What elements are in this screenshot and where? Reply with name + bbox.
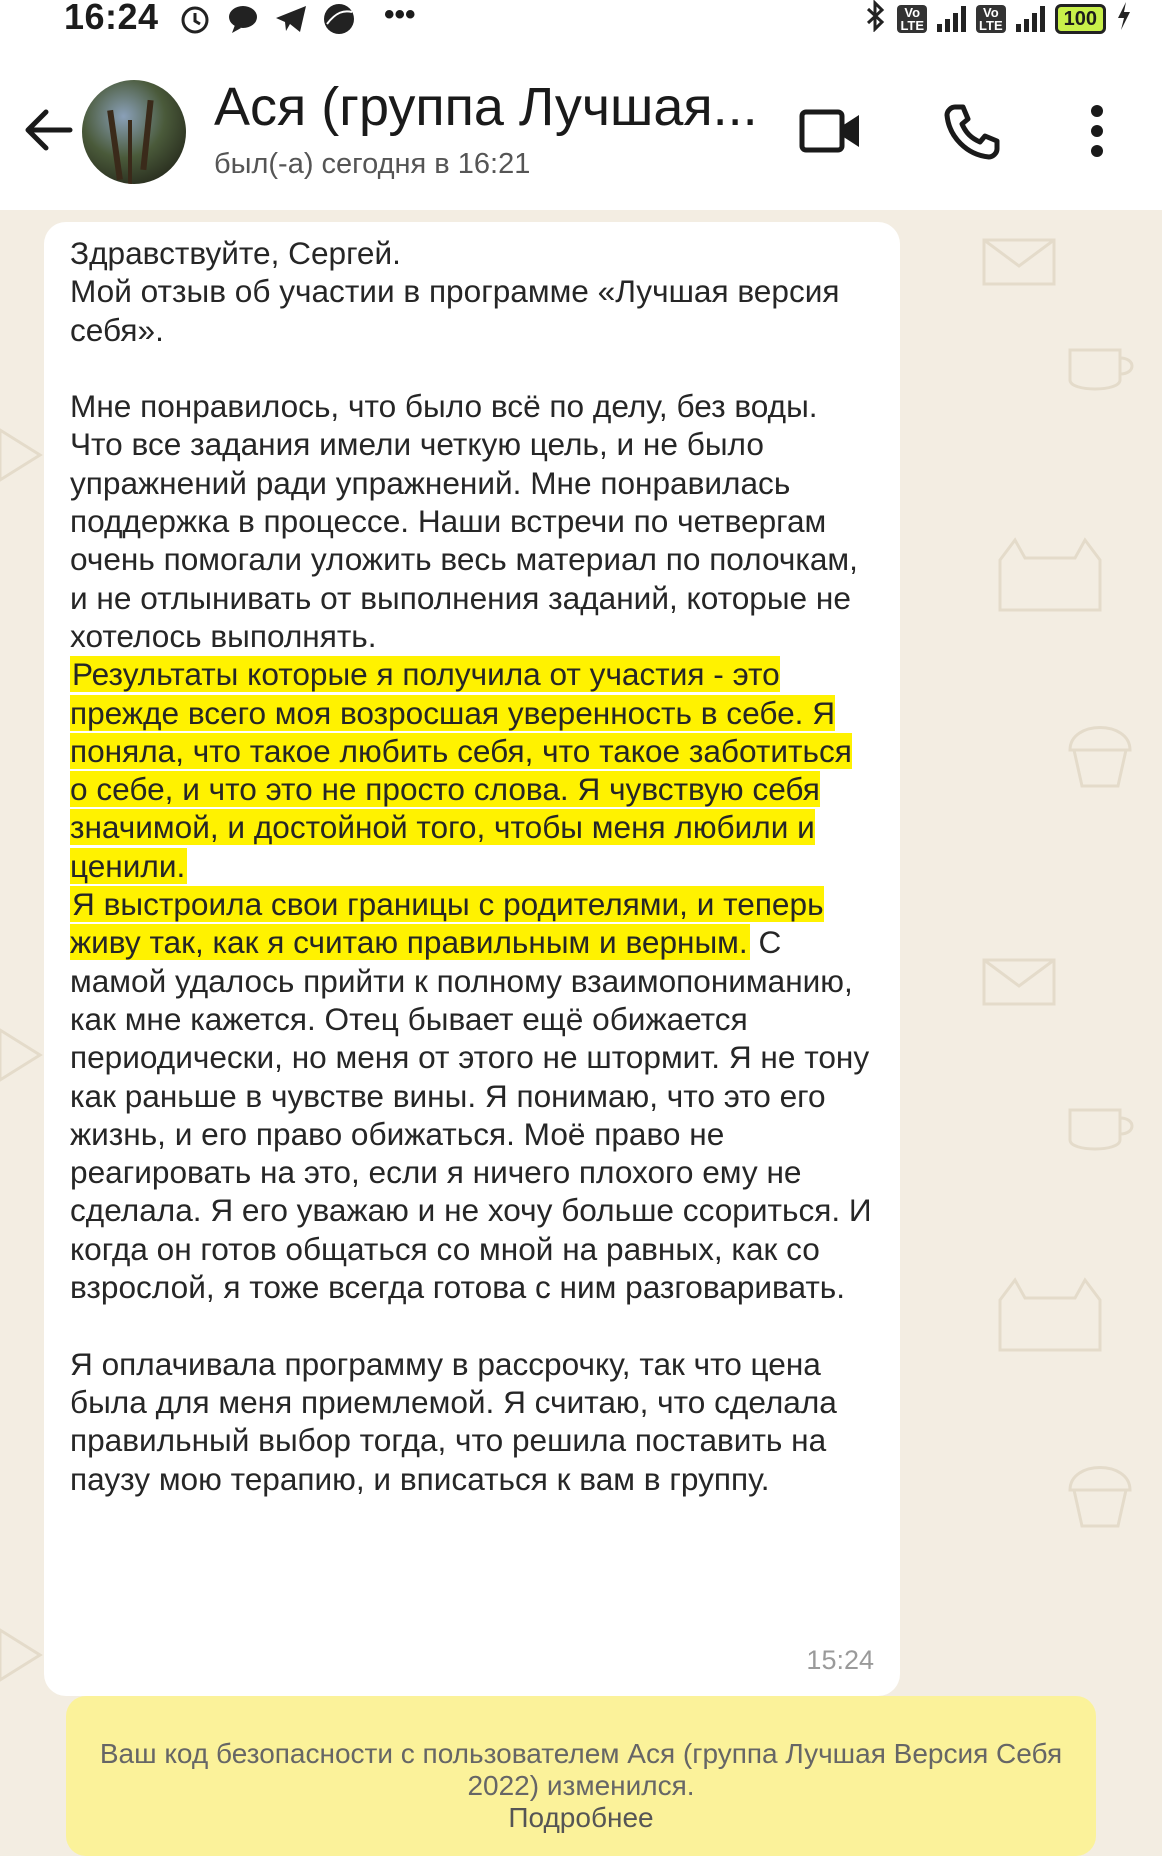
message-bubble[interactable] — [44, 222, 900, 1696]
video-call-button[interactable] — [796, 96, 866, 166]
more-notifications-icon: ••• — [384, 0, 416, 31]
volte-badge-1: Vo LTE — [897, 5, 927, 33]
message-intro: Мой отзыв об участии в программе «Лучшая версия себя». — [70, 273, 840, 348]
signal-bars-1-icon — [937, 6, 966, 32]
highlight-results: Результаты которые я получила от участия - это прежде всего моя возросшая уверенность в себе. Я поняла, что такое любить себя, что такое заботиться о себе, и что это не просто слова. Я чувствую себя значимой, и достойной того, чтобы меня любили и ценили. — [70, 656, 852, 884]
chat-header — [0, 48, 1162, 210]
bow-doodle-icon — [0, 410, 44, 500]
phone-icon — [941, 101, 1001, 161]
chat-bubble-icon — [226, 2, 260, 36]
bluetooth-icon — [865, 0, 887, 37]
bow-doodle-icon-2 — [0, 1010, 44, 1100]
charging-icon — [1116, 2, 1132, 35]
message-paragraph-likes: Мне понравилось, что было всё по делу, без воды. Что все задания имели четкую цель, и не было упражнений ради упражнений. Мне понравилась поддержка в процессе. Наши встречи по четвергам очень помогали уложить весь материал по полочкам, и не отлынивать от выполнения заданий, которые не хотелось выполнять. — [70, 388, 858, 654]
more-options-button[interactable] — [1062, 96, 1132, 166]
security-notice-text: Ваш код безопасности с пользователем Ася (группа Лучшая Версия Себя 2022) изменился. — [99, 1738, 1063, 1801]
message-paragraph-payment: Я оплачивала программу в рассрочку, так что цена была для меня приемлемой. Я считаю, что сделала правильный выбор тогда, что решила поставить на паузу мою терапию, и вписаться к вам в группу. — [70, 1345, 837, 1497]
alarm-icon — [178, 2, 212, 36]
status-system-icons — [865, 0, 1132, 37]
security-code-notice[interactable] — [66, 1696, 1096, 1856]
envelope-doodle-icon-2 — [980, 950, 1060, 1010]
cupcake-doodle-icon-2 — [1060, 1450, 1140, 1530]
back-button[interactable] — [20, 102, 76, 158]
message-text — [70, 234, 872, 1498]
cup-doodle-icon — [1060, 330, 1140, 400]
message-paragraph-boundaries — [70, 885, 872, 1306]
security-learn-more-link[interactable]: Подробнее — [508, 1802, 654, 1833]
telegram-icon — [274, 2, 308, 36]
status-notification-icons — [178, 2, 416, 36]
bow-doodle-icon-3 — [0, 1610, 44, 1700]
message-paragraph-family: С мамой удалось прийти к полному взаимопониманию, как мне кажется. Отец бывает ещё обижается периодически, но меня от этого не штормит. Я не тону как раньше в чувстве вины. Я понимаю, что это его жизнь, и его право обижаться. Моё право не реагировать на это, если я ничего плохого ему не сделала. Я его уважаю и не хочу больше ссориться. И когда он готов общаться со мной на равных, как со взрослой, я тоже всегда готова с ним разговаривать. — [70, 924, 872, 1306]
message-greeting: Здравствуйте, Сергей. — [70, 235, 401, 271]
contact-avatar[interactable] — [82, 80, 186, 184]
message-timestamp: 15:24 — [806, 1645, 874, 1675]
last-seen-status: был(-а) сегодня в 16:21 — [214, 148, 531, 180]
cup-doodle-icon-2 — [1060, 1090, 1140, 1160]
envelope-doodle-icon — [980, 230, 1060, 290]
app-ball-icon — [322, 2, 356, 36]
volte-badge-2: Vo LTE — [976, 5, 1006, 33]
arrow-left-icon — [20, 102, 76, 158]
status-time: 16:24 — [64, 0, 159, 37]
message-paragraph-results — [70, 655, 872, 885]
cat-doodle-icon-2 — [990, 1270, 1110, 1360]
contact-name[interactable]: Ася (группа Лучшая... — [214, 77, 758, 137]
battery-indicator: 100 — [1055, 4, 1106, 34]
cat-doodle-icon — [990, 530, 1110, 620]
highlight-boundaries: Я выстроила свои границы с родителями, и теперь живу так, как я считаю правильным и верным. — [70, 886, 824, 961]
status-bar — [0, 0, 1162, 48]
more-vertical-icon — [1087, 101, 1107, 161]
signal-bars-2-icon — [1016, 6, 1045, 32]
voice-call-button[interactable] — [936, 96, 1006, 166]
cupcake-doodle-icon — [1060, 710, 1140, 790]
video-camera-icon — [799, 106, 863, 156]
